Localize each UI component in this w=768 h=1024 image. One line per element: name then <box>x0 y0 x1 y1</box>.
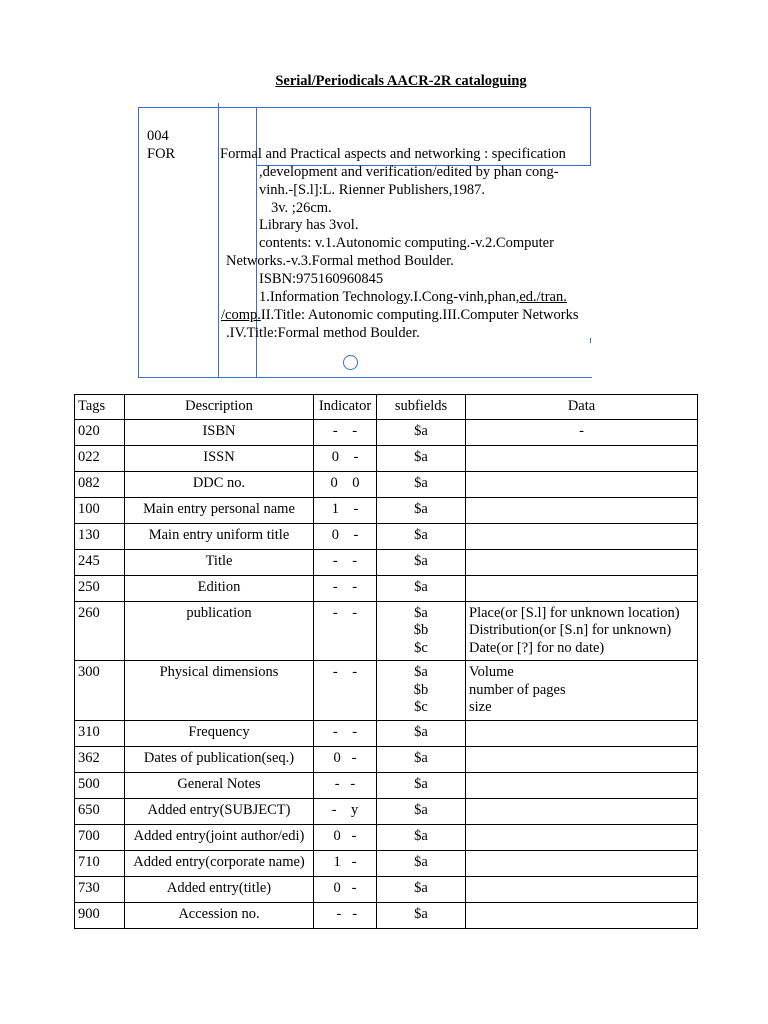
data-cell <box>466 902 698 928</box>
subfields-cell <box>377 497 466 523</box>
subfield-code: $a <box>414 526 428 543</box>
subfield-code: $a <box>414 664 428 680</box>
table-row <box>75 497 698 523</box>
indicator-cell: 1 - <box>314 497 377 523</box>
header-description: Description <box>125 395 314 420</box>
subfield-code: $c <box>414 639 428 656</box>
description-cell: Title <box>125 549 314 575</box>
subfields-cell <box>377 772 466 798</box>
table-row <box>75 850 698 876</box>
tag-cell: 082 <box>75 471 125 497</box>
card-line-10-underlined: /comp. <box>221 307 261 323</box>
data-cell <box>466 497 698 523</box>
indicator-cell: 0 - <box>314 876 377 902</box>
description-cell: Main entry personal name <box>125 497 314 523</box>
card-line-3: vinh.-[S.l]:L. Rienner Publishers,1987. <box>259 182 485 198</box>
card-border-right <box>590 107 591 165</box>
header-indicator: Indicator <box>314 395 377 420</box>
card-line-10-text: II.Title: Autonomic computing.III.Computer Networks <box>260 307 579 323</box>
description-cell: Main entry uniform title <box>125 523 314 549</box>
table-row <box>75 720 698 746</box>
indicator-cell: - - <box>314 419 377 445</box>
subfield-code: $a <box>414 723 428 740</box>
subfield-code: $c <box>414 699 428 715</box>
data-cell <box>466 445 698 471</box>
subfields-cell <box>377 850 466 876</box>
subfield-code: $a <box>414 905 428 922</box>
subfield-code: $a <box>414 853 428 870</box>
data-cell <box>466 575 698 601</box>
circle-marker-icon <box>343 355 358 370</box>
indicator-cell: - - <box>314 902 377 928</box>
card-line-7: Networks.-v.3.Formal method Boulder. <box>226 253 454 269</box>
indicator-cell: 0 - <box>314 746 377 772</box>
card-line-8: ISBN:975160960845 <box>259 271 384 287</box>
subfield-code: $a <box>414 474 428 491</box>
indicator-cell: - - <box>314 601 377 661</box>
description-cell: Added entry(joint author/edi) <box>125 824 314 850</box>
indicator-cell: - - <box>314 661 377 721</box>
subfield-code: $a <box>414 578 428 595</box>
table-row <box>75 523 698 549</box>
indicator-cell: 0 - <box>314 824 377 850</box>
data-cell <box>466 471 698 497</box>
indicator-cell: 0 - <box>314 523 377 549</box>
tag-cell: 500 <box>75 772 125 798</box>
description-cell: publication <box>125 601 314 661</box>
description-cell: Physical dimensions <box>125 661 314 721</box>
card-line-9-underlined: ed./tran. <box>519 289 567 305</box>
subfield-code: $a <box>414 448 428 465</box>
data-value: - <box>579 422 584 439</box>
tag-cell: 700 <box>75 824 125 850</box>
card-line-9-text: 1.Information Technology.I.Cong-vinh,phan, <box>259 289 520 305</box>
description-cell: Added entry(title) <box>125 876 314 902</box>
tag-cell: 650 <box>75 798 125 824</box>
header-tags: Tags <box>75 395 125 420</box>
card-border-left <box>138 107 139 378</box>
table-row <box>75 902 698 928</box>
table-row <box>75 746 698 772</box>
subfields-cell <box>377 419 466 445</box>
tag-cell: 710 <box>75 850 125 876</box>
tag-cell: 900 <box>75 902 125 928</box>
table-row <box>75 471 698 497</box>
subfields-cell <box>377 824 466 850</box>
subfields-cell <box>377 549 466 575</box>
card-prefix: FOR <box>147 146 176 162</box>
data-cell <box>466 523 698 549</box>
subfields-cell <box>377 876 466 902</box>
tag-cell: 362 <box>75 746 125 772</box>
subfield-code: $a <box>414 879 428 896</box>
description-cell: Edition <box>125 575 314 601</box>
data-value: size <box>469 699 492 715</box>
description-cell: Added entry(SUBJECT) <box>125 798 314 824</box>
tag-cell: 300 <box>75 661 125 721</box>
card-line-6: contents: v.1.Autonomic computing.-v.2.Computer <box>259 235 554 251</box>
card-tag: 004 <box>147 128 169 144</box>
subfield-code: $b <box>413 681 429 698</box>
description-cell: Dates of publication(seq.) <box>125 746 314 772</box>
subfield-code: $a <box>414 604 428 621</box>
table-header-row <box>75 395 698 420</box>
data-cell <box>466 601 698 661</box>
table-row <box>75 661 698 721</box>
data-cell <box>466 798 698 824</box>
indicator-cell: 0 0 <box>314 471 377 497</box>
table-row <box>75 798 698 824</box>
subfields-cell <box>377 902 466 928</box>
subfield-code: $a <box>414 552 428 569</box>
subfield-code: $a <box>414 749 428 766</box>
subfields-cell <box>377 601 466 661</box>
table-row <box>75 601 698 661</box>
subfields-cell <box>377 661 466 721</box>
tag-cell: 260 <box>75 601 125 661</box>
indicator-cell: 0 - <box>314 445 377 471</box>
subfield-code: $a <box>414 500 428 517</box>
subfield-code: $b <box>413 622 429 638</box>
table-row <box>75 575 698 601</box>
card-line-10 <box>221 306 579 324</box>
data-value: Place(or [S.l] for unknown location) <box>469 604 680 621</box>
data-cell <box>466 661 698 721</box>
header-subfields: subfields <box>377 395 466 420</box>
description-cell: Accession no. <box>125 902 314 928</box>
data-value: Volume <box>469 664 514 680</box>
page-title: Serial/Periodicals AACR-2R cataloguing <box>275 73 527 89</box>
card-border-bottom <box>138 377 592 378</box>
description-cell: Frequency <box>125 720 314 746</box>
description-cell: Added entry(corporate name) <box>125 850 314 876</box>
table-row <box>75 824 698 850</box>
tag-cell: 130 <box>75 523 125 549</box>
data-cell <box>466 549 698 575</box>
subfields-cell <box>377 798 466 824</box>
indicator-cell: 1 - <box>314 850 377 876</box>
data-cell <box>466 850 698 876</box>
indicator-cell: - - <box>314 720 377 746</box>
indicator-cell: - - <box>314 575 377 601</box>
data-cell <box>466 772 698 798</box>
tag-cell: 020 <box>75 419 125 445</box>
indicator-cell: - - <box>314 772 377 798</box>
table-row <box>75 419 698 445</box>
data-cell <box>466 824 698 850</box>
data-cell <box>466 419 698 445</box>
subfields-cell <box>377 575 466 601</box>
subfield-code: $a <box>414 775 428 792</box>
data-value: Date(or [?] for no date) <box>469 639 605 656</box>
tag-cell: 100 <box>75 497 125 523</box>
description-cell: General Notes <box>125 772 314 798</box>
data-cell <box>466 876 698 902</box>
subfields-cell <box>377 445 466 471</box>
indicator-cell: - y <box>314 798 377 824</box>
data-cell <box>466 720 698 746</box>
tag-cell: 310 <box>75 720 125 746</box>
card-line-9 <box>259 288 567 306</box>
description-cell: ISSN <box>125 445 314 471</box>
card-border-right-lower <box>590 338 591 343</box>
subfield-code: $a <box>414 422 428 439</box>
description-cell: ISBN <box>125 419 314 445</box>
card-line-2: ,development and verification/edited by phan cong- <box>259 164 559 180</box>
data-value: number of pages <box>469 681 566 698</box>
tag-cell: 245 <box>75 549 125 575</box>
marc-tags-table <box>74 394 698 929</box>
data-value: Distribution(or [S.n] for unknown) <box>469 622 672 638</box>
subfields-cell <box>377 471 466 497</box>
table-row <box>75 549 698 575</box>
card-line-11: .IV.Title:Formal method Boulder. <box>226 325 420 341</box>
card-border-top <box>138 107 591 108</box>
data-cell <box>466 746 698 772</box>
tag-cell: 730 <box>75 876 125 902</box>
tag-cell: 022 <box>75 445 125 471</box>
card-line-1: Formal and Practical aspects and networking : specification <box>220 146 566 162</box>
subfields-cell <box>377 523 466 549</box>
subfields-cell <box>377 746 466 772</box>
subfield-code: $a <box>414 801 428 818</box>
subfields-cell <box>377 720 466 746</box>
table-row <box>75 772 698 798</box>
header-data: Data <box>466 395 698 420</box>
description-cell: DDC no. <box>125 471 314 497</box>
card-line-5: Library has 3vol. <box>259 217 359 233</box>
indicator-cell: - - <box>314 549 377 575</box>
table-row <box>75 876 698 902</box>
table-row <box>75 445 698 471</box>
tag-cell: 250 <box>75 575 125 601</box>
subfield-code: $a <box>414 827 428 844</box>
card-line-4: 3v. ;26cm. <box>271 200 332 216</box>
